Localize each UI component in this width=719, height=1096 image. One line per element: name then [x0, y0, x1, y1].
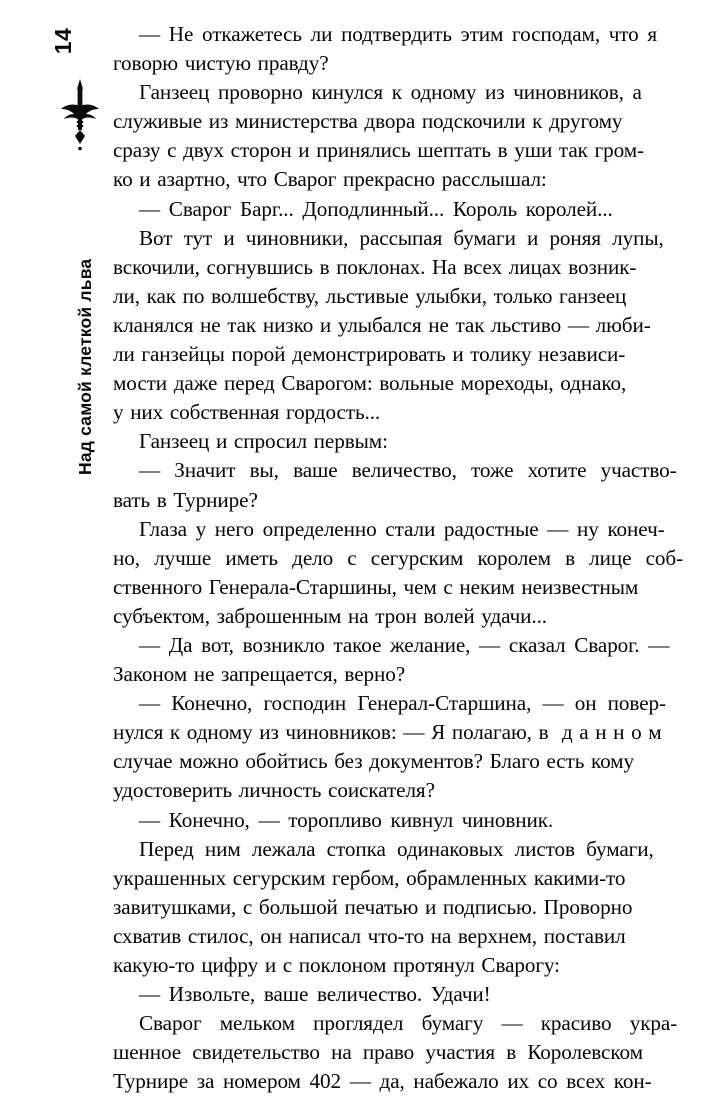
text-line: [113, 253, 688, 282]
text-line-content: — Не откажетесь ли подтвердить этим господам, что я: [139, 22, 658, 46]
text-line: [113, 282, 688, 311]
text-line-content: Законом не запрещается, верно?: [113, 662, 406, 687]
text-line-content: Глаза у него определенно стали радостные — ну конеч-: [139, 516, 665, 541]
text-line: [113, 311, 688, 340]
text-line: [113, 660, 688, 689]
text-line-content: Сварог мельком проглядел бумагу — красиво укра-: [139, 1011, 678, 1036]
text-line-content: схватив стилос, он написал что-то на верхнем, поставил: [113, 923, 626, 948]
text-line-content: украшенных сегурским гербом, обрамленных какими-то: [113, 865, 626, 890]
page-margin-column: [0, 0, 110, 1000]
text-line: [113, 427, 688, 456]
text-line: [113, 369, 688, 398]
text-line-content: Ганзеец проворно кинулся к одному из чиновников, а: [139, 80, 642, 105]
text-line: [113, 980, 688, 1009]
text-line-content: — Извольте, ваше величество. Удачи!: [139, 982, 491, 1007]
text-line-content: — Значит вы, ваше величество, тоже хотите участво-: [139, 458, 677, 483]
running-title: Над самой клеткой льва: [74, 258, 95, 475]
text-line: [113, 107, 688, 136]
text-line-content: субъектом, заброшенным на трон волей удачи...: [113, 603, 547, 628]
text-line-content: но, лучше иметь дело с сегурским королем в лице соб-: [113, 545, 684, 570]
text-line: [113, 864, 688, 893]
text-line: [113, 747, 688, 776]
text-line: [113, 486, 688, 515]
text-line: [113, 1038, 688, 1067]
text-line: [113, 515, 688, 544]
text-line-content: вать в Турнире?: [113, 487, 258, 512]
text-line: [113, 224, 688, 253]
text-line: [113, 1009, 688, 1038]
text-line-content: ли ганзейцы порой демонстрировать и толику независи-: [113, 342, 626, 367]
text-line-content: у них собственная гордость...: [113, 400, 381, 425]
text-line: [113, 544, 688, 573]
text-line: [113, 602, 688, 631]
text-line: [113, 78, 688, 107]
text-line: [113, 951, 688, 980]
text-line: [113, 776, 688, 805]
text-line-content: шенное свидетельство на право участия в Королевском: [113, 1040, 643, 1065]
text-line-content: случае можно обойтись без документов? Благо есть кому: [113, 749, 634, 774]
text-line: [113, 49, 688, 78]
text-line-content: ко и азартно, что Сварог прекрасно расслышал:: [113, 167, 547, 192]
text-line-content: мости даже перед Сварогом: вольные мореходы, однако,: [113, 371, 627, 396]
text-line: [113, 922, 688, 951]
text-line-content: — Сварог Барг... Доподлинный... Король королей...: [139, 196, 613, 221]
text-line-content: завитушками, с большой печатью и подписью. Проворно: [113, 894, 633, 919]
text-line-content: — Да вот, возникло такое желание, — сказал Сварог. —: [139, 632, 670, 657]
text-line: [113, 806, 688, 835]
text-line: [113, 165, 688, 194]
text-line-content: говорю чистую правду?: [113, 51, 329, 76]
text-line: [113, 195, 688, 224]
text-line: [113, 835, 688, 864]
text-line: [113, 573, 688, 602]
text-line-content: — Конечно, — торопливо кивнул чиновник.: [139, 807, 554, 832]
text-line: [113, 136, 688, 165]
page-number: 14: [50, 27, 76, 55]
text-line-content: Ганзеец и спросил первым:: [139, 429, 388, 454]
text-line: [113, 398, 688, 427]
text-line: [113, 689, 688, 718]
text-line: [113, 631, 688, 660]
body-text-block: [113, 20, 688, 1096]
text-line-content: Вот тут и чиновники, рассыпая бумаги и роняя лупы,: [139, 225, 664, 250]
text-line-content: ли, как по волшебству, льстивые улыбки, только ганзеец: [113, 283, 627, 308]
text-line-content: Перед ним лежала стопка одинаковых листов бумаги,: [139, 836, 654, 861]
text-line: [113, 456, 688, 485]
text-line: [113, 340, 688, 369]
text-line-content: сразу с двух сторон и принялись шептать в уши так гром-: [113, 138, 644, 163]
text-line: [113, 1067, 688, 1096]
text-line: [113, 718, 688, 747]
text-line-content: ственного Генерала-Старшины, чем с неким неизвестным: [113, 574, 639, 599]
text-line-content: нулся к одному из чиновников: — Я полагаю, в д а н н о м: [113, 720, 662, 745]
text-line-content: удостоверить личность соискателя?: [113, 778, 435, 803]
text-line: [113, 20, 688, 49]
text-line-content: служивые из министерства двора подскочили к другому: [113, 109, 623, 134]
text-line-content: какую-то цифру и с поклоном протянул Сварогу:: [113, 953, 560, 977]
text-line-content: кланялся не так низко и улыбался не так льстиво — люби-: [113, 312, 651, 337]
text-line-content: Турнире за номером 402 — да, набежало их со всех кон-: [113, 1069, 652, 1094]
sword-ornament-icon: [58, 78, 102, 152]
text-line: [113, 893, 688, 922]
text-line-content: вскочили, согнувшись в поклонах. На всех лицах возник-: [113, 254, 637, 279]
text-line-content: — Конечно, господин Генерал-Старшина, — он повер-: [139, 691, 666, 716]
